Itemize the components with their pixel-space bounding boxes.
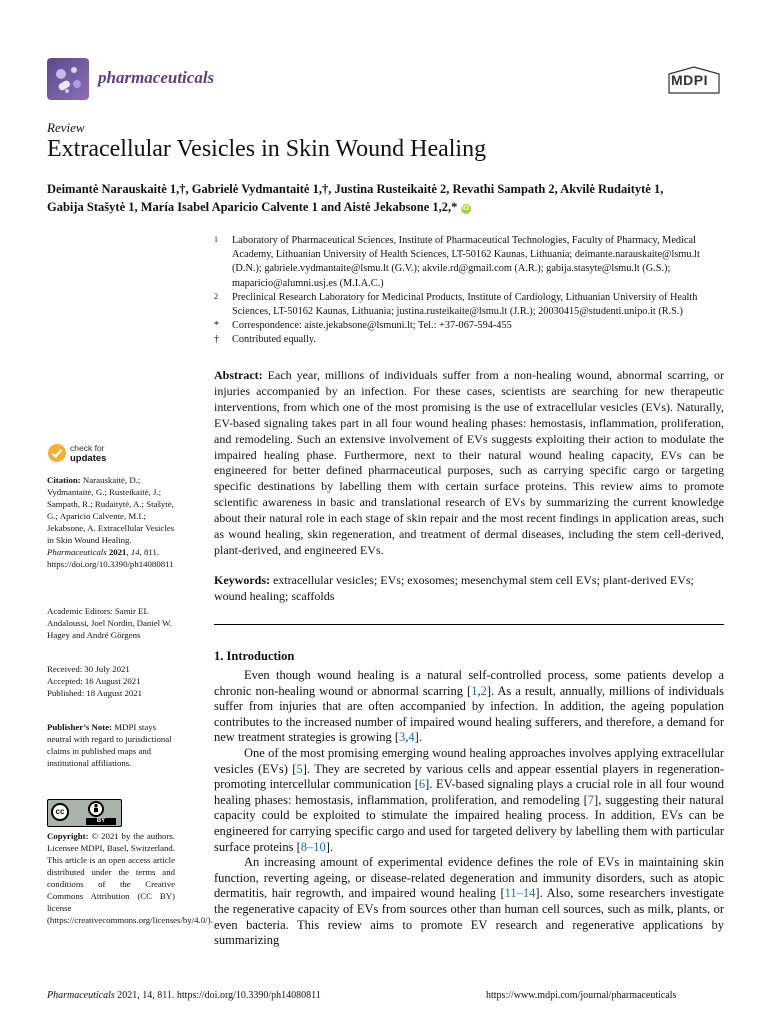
accepted-date: Accepted: 16 August 2021 (47, 676, 141, 686)
affiliation-text: Preclinical Research Laboratory for Medicinal Products, Institute of Cardiology, Lithuanian University of Health Sciences, LT-50162 Kaunas, Lithuania; justina.rusteikaite@lsmu.lt (J.R.); 20030415@studenti.unipo.it (R.S.) (232, 291, 698, 318)
affiliation-mark: † (214, 334, 219, 346)
affiliation-mark: * (214, 320, 219, 332)
keywords-label: Keywords: (214, 573, 270, 587)
published-date: Published: 18 August 2021 (47, 688, 143, 698)
journal-logo (47, 58, 89, 100)
citation-link[interactable]: 3 (399, 730, 406, 745)
citation-link[interactable]: 8–10 (300, 839, 326, 854)
academic-editors: Academic Editors: Samir EL Andaloussi, Joel Nordin, Daniel W. Hagey and André Görgens (47, 606, 172, 640)
person-icon (88, 801, 104, 817)
affiliation-item (214, 291, 724, 319)
citation-link[interactable]: 11–14 (504, 886, 536, 901)
cc-by-license-icon[interactable] (47, 799, 122, 827)
cc-icon: cc (51, 803, 69, 821)
received-date: Received: 30 July 2021 (47, 664, 130, 674)
citation-link[interactable]: 4 (408, 730, 415, 745)
copyright-notice: Copyright: © 2021 by the authors. Licensee MDPI, Basel, Switzerland. This article is an open access article distributed under the terms and conditions of the Creative Commons Attribution (CC BY) license (https://creativecommons.org/licenses/by/4.0/). (47, 831, 213, 925)
author-line-1: Deimantė Narauskaitė 1,†, Gabrielė Vydmantaitė 1,†, Justina Rusteikaitė 2, Revathi Sampath 2, Akvilė Rudaitytė 1, (47, 182, 664, 196)
keywords (214, 572, 724, 604)
citation-block: Citation: Narauskaitė, D.; Vydmantaitė, G.; Rusteikaitė, J.; Sampath, R.; Rudaitytė, A.; Stašytė, G.; Aparicio Calvente, M.I.; Jekabsone, A. Extracellular Vesicles in Skin Wound Healing. Pharmaceuticals 2021, 14, 811. https://doi.org/10.3390/ph14080811 (47, 475, 175, 569)
author-line-2: Gabija Stašytė 1, María Isabel Aparicio Calvente 1 and Aistė Jekabsone 1,2,* (47, 200, 458, 214)
article-title: Extracellular Vesicles in Skin Wound Healing (47, 136, 487, 162)
paragraph: An increasing amount of experimental evidence defines the role of EVs in maintaining skin function, reverting ageing, or disease-related degeneration and immunity disorders, such as atopic dermatitis, hair regrowth, and impaired wound healing [11–14]. Also, some researchers investigate the regenerative capacity of EVs from sources other than human cell sources, such as milk, plants, or even bacteria. This review aims to promote EV research and regenerative applications by summarizing (214, 855, 724, 948)
footer-citation: Pharmaceuticals 2021, 14, 811. https://doi.org/10.3390/ph14080811 (47, 990, 321, 1001)
keywords-text: extracellular vesicles; EVs; exosomes; mesenchymal stem cell EVs; plant-derived EVs; wound healing; scaffolds (214, 573, 694, 603)
publisher-note: Publisher’s Note: MDPI stays neutral with regard to jurisdictional claims in published maps and institutional affiliations. (47, 722, 172, 768)
section-heading: 1. Introduction (214, 649, 295, 663)
check-for-updates-icon[interactable] (47, 443, 67, 463)
section-divider (214, 624, 724, 625)
author-list (47, 180, 727, 216)
affiliation-item (214, 319, 724, 333)
citation-link[interactable]: 5 (296, 761, 303, 776)
citation-link[interactable]: 7 (587, 792, 595, 807)
article-type: Review (47, 120, 85, 135)
affiliations (214, 234, 724, 348)
affiliation-item (214, 333, 724, 347)
correspondence-text: Correspondence: aiste.jekabsone@lsmuni.lt; Tel.: +37-067-594-455 (232, 320, 512, 332)
dates-block (47, 663, 175, 699)
affiliation-mark: 2 (214, 291, 218, 301)
affiliation-text: Laboratory of Pharmaceutical Sciences, Institute of Pharmaceutical Technologies, Faculty of Pharmacy, Medical Academy, Lithuanian University of Health Sciences, LT-50162 Kaunas, Lithuania; deimante.narauskaite@lsmu.lt (D.N.); gabriele.vydmantaite@lsmu.lt (G.V.); akvile.rd@gmail.com (A.R.); gabija.stasyte@lsmu.lt (G.S.); maparicio@alumni.usj.es (M.I.A.C.) (232, 235, 700, 289)
equal-contribution-note: Contributed equally. (232, 334, 316, 346)
citation-link[interactable]: 6 (418, 777, 426, 792)
journal-name: pharmaceuticals (98, 68, 215, 87)
affiliation-mark: 1 (214, 235, 218, 244)
orcid-icon[interactable]: iD (462, 205, 470, 212)
mdpi-logo-text: MDPI (671, 72, 708, 88)
paragraph: Even though wound healing is a natural self-controlled process, some patients develop a chronic non-healing wound or abnormal scarring [1,2]. As a result, annually, millions of individuals suffer from injuries that are often accompanied by infection. In addition, the ageing population contributes to the increased number of impaired wound healing sufferers, and therefore, a demand for new treatment strategies is growing [3,4]. (214, 668, 724, 745)
introduction-body (214, 668, 724, 949)
abstract-text: Each year, millions of individuals suffer from a non-healing wound, abnormal scarring, or injuries accompanied by an infection. For these cases, scientists are searching for new therapeutic interventions, from which one of the most promising is the use of extracellular vesicles (EVs). Naturally, EV-based signaling takes part in all four wound healing phases: hemostasis, inflammation, proliferation, and remodeling. Such an extensive involvement of EVs suggests exploiting their action to modulate the impaired healing phase. Furthermore, next to their natural wound healing capacity, EVs can be engineered for better defined pharmaceutical purposes, such as carrying specific cargo or targeting specific destinations by labelling them with certain surface proteins. This review aims to promote scientific awareness in basic and translational research of EVs by summarizing the current knowledge about their natural role in each stage of skin repair and the most recent findings in application areas, such as wound healing, skin regeneration, and treatment of dermal diseases, including the stem cell-derived, plant-derived, and engineered EVs. (214, 368, 724, 557)
check-for-updates-button[interactable]: check for updates (70, 443, 107, 464)
affiliation-item (214, 234, 724, 291)
footer-journal-url[interactable]: https://www.mdpi.com/journal/pharmaceuticals (486, 990, 677, 1001)
paragraph: One of the most promising emerging wound healing approaches involves applying extracellular vesicles (EVs) [5]. They are secreted by various cells and appear essential players in regeneration-promoting intercellular communication [6]. EV-based signaling plays a crucial role in all four wound healing phases: hemostasis, inflammation, proliferation, and remodeling [7], suggesting their natural capacity could be exploited to stimulate the impaired healing process. In addition, EVs can be engineered for carrying specific cargo and used for targeted delivery by labelling them with particular surface proteins [8–10]. (214, 745, 724, 854)
citation-link[interactable]: 2 (480, 683, 487, 698)
abstract-label: Abstract: (214, 368, 263, 382)
abstract (214, 368, 724, 559)
citation-link[interactable]: 1 (471, 683, 478, 698)
cc-by-label: BY (86, 818, 116, 825)
